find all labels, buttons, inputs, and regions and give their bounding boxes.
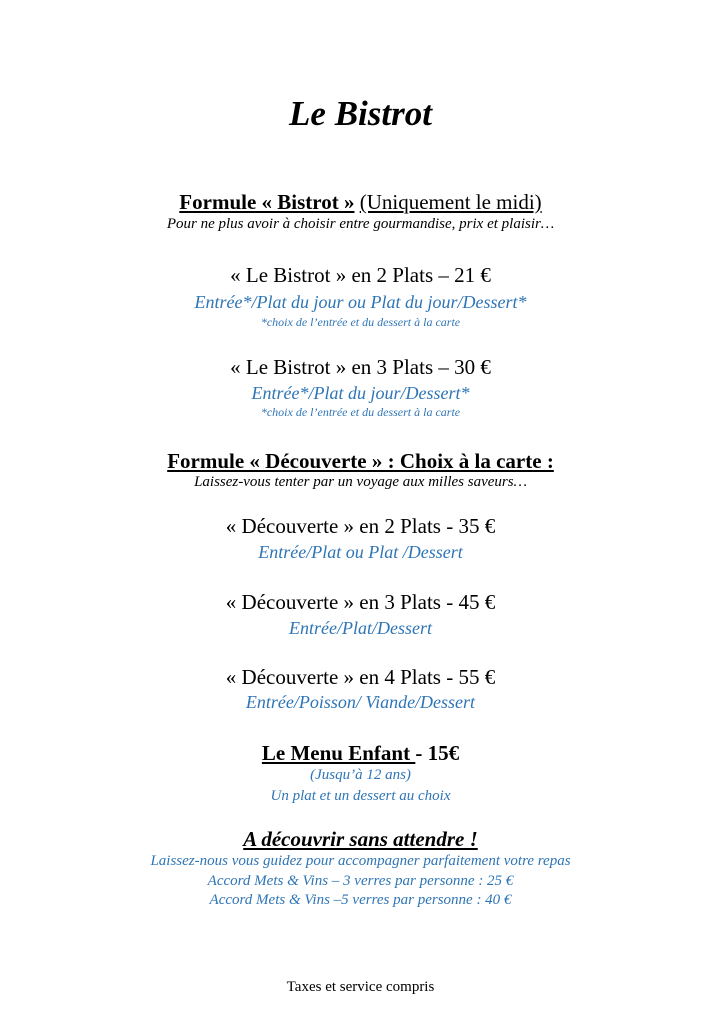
menu-item-desc: Entrée/Poisson/ Viande/Dessert — [245, 692, 476, 712]
menu-item-note: *choix de l’entrée et du dessert à la carte — [260, 405, 461, 419]
section-heading-decouverte: Formule « Découverte » : Choix à la carte : — [167, 449, 554, 473]
section-tagline: Laissez-vous tenter par un voyage aux milles saveurs… — [194, 474, 527, 490]
menu-item-name: « Le Bistrot » en 2 Plats – 21 € — [230, 263, 491, 287]
section-heading-bistrot — [0, 190, 721, 215]
footer-note: Taxes et service compris — [286, 979, 435, 995]
heading-note: (Uniquement le midi) — [359, 190, 542, 214]
menu-item-name: « Découverte » en 4 Plats - 55 € — [225, 665, 496, 689]
decouvrir-line: Accord Mets & Vins – 3 verres par personne : 25 € — [207, 873, 514, 889]
menu-item-desc: Entrée/Plat/Dessert — [289, 618, 432, 638]
section-heading-enfant — [0, 741, 721, 766]
section-heading-decouvrir: A découvrir sans attendre ! — [243, 827, 478, 851]
menu-item-desc: Entrée*/Plat du jour ou Plat du jour/Dessert* — [194, 292, 527, 312]
menu-item-name: « Découverte » en 3 Plats - 45 € — [225, 590, 496, 614]
menu-item-desc: Entrée/Plat ou Plat /Dessert — [258, 542, 463, 562]
decouvrir-line: Laissez-nous vous guidez pour accompagner parfaitement votre repas — [150, 853, 571, 869]
kid-menu-age: (Jusqu’à 12 ans) — [310, 767, 411, 783]
page-title: Le Bistrot — [289, 94, 432, 133]
heading-text: Le Menu Enfant — [261, 741, 416, 765]
heading-text: Formule « Bistrot » — [179, 190, 355, 214]
section-tagline: Pour ne plus avoir à choisir entre gourmandise, prix et plaisir… — [166, 216, 555, 232]
kid-menu-desc: Un plat et un dessert au choix — [270, 788, 451, 804]
decouvrir-line: Accord Mets & Vins –5 verres par personne : 40 € — [209, 892, 512, 908]
kid-menu-price: - 15€ — [415, 741, 460, 765]
menu-item-desc: Entrée*/Plat du jour/Dessert* — [251, 383, 470, 403]
menu-item-note: *choix de l’entrée et du dessert à la carte — [260, 315, 461, 329]
menu-item-name: « Découverte » en 2 Plats - 35 € — [225, 514, 496, 538]
menu-item-name: « Le Bistrot » en 3 Plats – 30 € — [230, 355, 491, 379]
